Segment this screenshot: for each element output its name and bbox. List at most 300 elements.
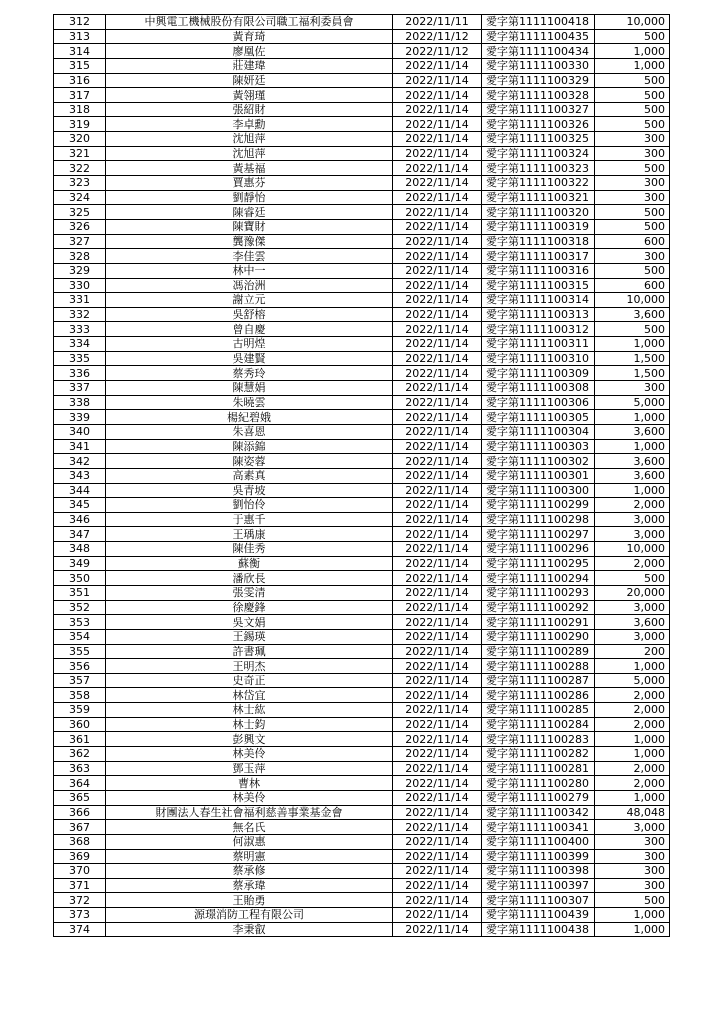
donation-amount: 2,000 [595,556,670,571]
row-number: 321 [54,146,106,161]
donation-amount: 1,000 [595,410,670,425]
donation-amount: 1,500 [595,351,670,366]
table-row [54,542,670,557]
row-number: 365 [54,790,106,805]
donation-amount: 300 [595,176,670,191]
table-row [54,146,670,161]
row-number: 332 [54,307,106,322]
donation-date: 2022/11/14 [393,132,482,147]
donor-name: 林美伶 [106,747,393,762]
receipt-number: 愛字第1111100305 [482,410,595,425]
donor-name: 李佳雲 [106,249,393,264]
donation-date: 2022/11/14 [393,395,482,410]
donor-name: 王瑀康 [106,527,393,542]
donor-name: 馮治洲 [106,278,393,293]
table-row [54,864,670,879]
receipt-number: 愛字第1111100418 [482,15,595,30]
table-row [54,322,670,337]
row-number: 350 [54,571,106,586]
donation-date: 2022/11/14 [393,278,482,293]
row-number: 322 [54,161,106,176]
receipt-number: 愛字第1111100341 [482,820,595,835]
donation-amount: 1,000 [595,439,670,454]
table-row [54,337,670,352]
table-row [54,512,670,527]
receipt-number: 愛字第1111100296 [482,542,595,557]
row-number: 330 [54,278,106,293]
receipt-number: 愛字第1111100435 [482,29,595,44]
row-number: 355 [54,644,106,659]
donation-date: 2022/11/14 [393,512,482,527]
donation-amount: 5,000 [595,395,670,410]
donor-name: 朱曉雲 [106,395,393,410]
table-row [54,878,670,893]
receipt-number: 愛字第1111100297 [482,527,595,542]
row-number: 349 [54,556,106,571]
receipt-number: 愛字第1111100304 [482,424,595,439]
receipt-number: 愛字第1111100282 [482,747,595,762]
donation-date: 2022/11/14 [393,161,482,176]
table-row [54,761,670,776]
table-row [54,424,670,439]
row-number: 368 [54,834,106,849]
donation-date: 2022/11/14 [393,293,482,308]
receipt-number: 愛字第1111100400 [482,834,595,849]
donor-name: 劉靜怡 [106,190,393,205]
donation-amount: 1,000 [595,790,670,805]
donation-date: 2022/11/14 [393,585,482,600]
receipt-number: 愛字第1111100302 [482,454,595,469]
donor-name: 彭興文 [106,732,393,747]
donation-amount: 48,048 [595,805,670,820]
row-number: 340 [54,424,106,439]
donation-amount: 20,000 [595,585,670,600]
table-row [54,263,670,278]
donation-date: 2022/11/14 [393,454,482,469]
donation-amount: 3,600 [595,615,670,630]
row-number: 359 [54,703,106,718]
table-row [54,571,670,586]
donor-name: 李秉叡 [106,922,393,937]
row-number: 345 [54,498,106,513]
receipt-number: 愛字第1111100284 [482,717,595,732]
donation-amount: 1,000 [595,659,670,674]
donor-name: 楊紀碧娥 [106,410,393,425]
donor-name: 蔡明憲 [106,849,393,864]
table-row [54,600,670,615]
donation-date: 2022/11/12 [393,44,482,59]
donor-name: 王貽勇 [106,893,393,908]
donation-amount: 600 [595,234,670,249]
donation-amount: 3,600 [595,424,670,439]
table-row [54,15,670,30]
donation-amount: 1,000 [595,44,670,59]
donation-date: 2022/11/14 [393,703,482,718]
receipt-number: 愛字第1111100280 [482,776,595,791]
table-row [54,205,670,220]
donation-date: 2022/11/14 [393,732,482,747]
donor-name: 陳妍廷 [106,73,393,88]
donor-name: 吳青坡 [106,483,393,498]
receipt-number: 愛字第1111100281 [482,761,595,776]
donation-amount: 5,000 [595,673,670,688]
donation-date: 2022/11/14 [393,820,482,835]
donation-date: 2022/11/12 [393,29,482,44]
donor-name: 陳睿廷 [106,205,393,220]
row-number: 366 [54,805,106,820]
donation-date: 2022/11/14 [393,307,482,322]
receipt-number: 愛字第1111100397 [482,878,595,893]
donation-amount: 500 [595,102,670,117]
row-number: 344 [54,483,106,498]
donor-name: 張紹財 [106,102,393,117]
donation-amount: 10,000 [595,15,670,30]
table-row [54,556,670,571]
donor-name: 莊建瑋 [106,58,393,73]
table-row [54,527,670,542]
donor-name: 廖凰佐 [106,44,393,59]
receipt-number: 愛字第1111100311 [482,337,595,352]
row-number: 373 [54,908,106,923]
donation-amount: 2,000 [595,498,670,513]
table-row [54,673,670,688]
row-number: 320 [54,132,106,147]
donor-name: 陳寶財 [106,219,393,234]
table-row [54,161,670,176]
donor-name: 陳佳秀 [106,542,393,557]
table-row [54,922,670,937]
row-number: 333 [54,322,106,337]
table-row [54,908,670,923]
donation-amount: 2,000 [595,717,670,732]
row-number: 352 [54,600,106,615]
row-number: 331 [54,293,106,308]
donor-name: 賈惠芬 [106,176,393,191]
donation-amount: 200 [595,644,670,659]
receipt-number: 愛字第1111100314 [482,293,595,308]
table-row [54,747,670,762]
donation-date: 2022/11/14 [393,747,482,762]
donation-date: 2022/11/14 [393,88,482,103]
table-row [54,644,670,659]
donation-date: 2022/11/14 [393,468,482,483]
table-row [54,234,670,249]
row-number: 319 [54,117,106,132]
row-number: 354 [54,629,106,644]
row-number: 314 [54,44,106,59]
donation-amount: 300 [595,878,670,893]
donation-amount: 2,000 [595,688,670,703]
table-row [54,307,670,322]
donation-amount: 500 [595,29,670,44]
row-number: 334 [54,337,106,352]
receipt-number: 愛字第1111100285 [482,703,595,718]
row-number: 371 [54,878,106,893]
row-number: 346 [54,512,106,527]
receipt-number: 愛字第1111100322 [482,176,595,191]
donation-date: 2022/11/14 [393,673,482,688]
donation-amount: 3,600 [595,307,670,322]
receipt-number: 愛字第1111100283 [482,732,595,747]
donor-name: 林中一 [106,263,393,278]
donor-name: 陳添錦 [106,439,393,454]
donation-date: 2022/11/14 [393,893,482,908]
receipt-number: 愛字第1111100301 [482,468,595,483]
table-row [54,278,670,293]
donation-amount: 300 [595,132,670,147]
donation-amount: 500 [595,263,670,278]
donation-date: 2022/11/14 [393,176,482,191]
receipt-number: 愛字第1111100342 [482,805,595,820]
donation-date: 2022/11/14 [393,439,482,454]
donation-amount: 300 [595,249,670,264]
donation-date: 2022/11/14 [393,659,482,674]
donation-amount: 500 [595,322,670,337]
row-number: 318 [54,102,106,117]
row-number: 328 [54,249,106,264]
donor-name: 何淑惠 [106,834,393,849]
donation-date: 2022/11/14 [393,717,482,732]
donation-amount: 500 [595,205,670,220]
receipt-number: 愛字第1111100279 [482,790,595,805]
donation-amount: 3,000 [595,820,670,835]
table-row [54,498,670,513]
donor-name: 陳姿蓉 [106,454,393,469]
donation-date: 2022/11/14 [393,410,482,425]
donor-name: 蔡承修 [106,864,393,879]
row-number: 356 [54,659,106,674]
donation-date: 2022/11/14 [393,58,482,73]
donation-date: 2022/11/14 [393,483,482,498]
donor-name: 王錫瑛 [106,629,393,644]
row-number: 335 [54,351,106,366]
donor-name: 高素真 [106,468,393,483]
donation-amount: 600 [595,278,670,293]
ledger-body [54,15,670,937]
donation-date: 2022/11/14 [393,688,482,703]
receipt-number: 愛字第1111100288 [482,659,595,674]
donor-name: 林士鈞 [106,717,393,732]
table-row [54,717,670,732]
table-row [54,439,670,454]
receipt-number: 愛字第1111100398 [482,864,595,879]
donation-amount: 300 [595,834,670,849]
donor-name: 史奇正 [106,673,393,688]
table-row [54,688,670,703]
receipt-number: 愛字第1111100325 [482,132,595,147]
donation-date: 2022/11/14 [393,263,482,278]
table-row [54,88,670,103]
donation-date: 2022/11/14 [393,146,482,161]
receipt-number: 愛字第1111100318 [482,234,595,249]
receipt-number: 愛字第1111100439 [482,908,595,923]
donation-amount: 3,000 [595,527,670,542]
donation-amount: 1,000 [595,337,670,352]
donor-name: 吳舒榕 [106,307,393,322]
donation-amount: 300 [595,849,670,864]
receipt-number: 愛字第1111100295 [482,556,595,571]
donation-date: 2022/11/14 [393,381,482,396]
donation-amount: 500 [595,161,670,176]
row-number: 363 [54,761,106,776]
table-row [54,293,670,308]
donation-amount: 300 [595,864,670,879]
donor-name: 陳慧娟 [106,381,393,396]
donation-date: 2022/11/14 [393,878,482,893]
donor-name: 中興電工機械股份有限公司職工福利委員會 [106,15,393,30]
receipt-number: 愛字第1111100321 [482,190,595,205]
donation-amount: 500 [595,88,670,103]
donation-date: 2022/11/14 [393,234,482,249]
donor-name: 劉怡伶 [106,498,393,513]
donation-amount: 3,000 [595,512,670,527]
receipt-number: 愛字第1111100291 [482,615,595,630]
donation-amount: 1,000 [595,732,670,747]
row-number: 360 [54,717,106,732]
donation-amount: 3,600 [595,468,670,483]
row-number: 324 [54,190,106,205]
table-row [54,102,670,117]
table-row [54,381,670,396]
donor-name: 王明杰 [106,659,393,674]
table-row [54,454,670,469]
donation-amount: 1,500 [595,366,670,381]
row-number: 326 [54,219,106,234]
donation-date: 2022/11/14 [393,249,482,264]
donation-amount: 3,600 [595,454,670,469]
donation-amount: 1,000 [595,922,670,937]
donation-amount: 1,000 [595,58,670,73]
table-row [54,190,670,205]
donor-name: 沈旭萍 [106,146,393,161]
row-number: 312 [54,15,106,30]
donation-amount: 300 [595,190,670,205]
receipt-number: 愛字第1111100292 [482,600,595,615]
row-number: 357 [54,673,106,688]
donor-name: 潘欣長 [106,571,393,586]
table-row [54,849,670,864]
donation-amount: 10,000 [595,293,670,308]
table-row [54,805,670,820]
receipt-number: 愛字第1111100298 [482,512,595,527]
receipt-number: 愛字第1111100329 [482,73,595,88]
donor-name: 曹林 [106,776,393,791]
receipt-number: 愛字第1111100293 [482,585,595,600]
row-number: 367 [54,820,106,835]
donation-amount: 500 [595,219,670,234]
donation-amount: 300 [595,381,670,396]
receipt-number: 愛字第1111100312 [482,322,595,337]
receipt-number: 愛字第1111100323 [482,161,595,176]
donation-date: 2022/11/14 [393,922,482,937]
row-number: 341 [54,439,106,454]
receipt-number: 愛字第1111100303 [482,439,595,454]
table-row [54,44,670,59]
table-row [54,834,670,849]
receipt-number: 愛字第1111100309 [482,366,595,381]
donor-name: 于惠千 [106,512,393,527]
donor-name: 李卓勳 [106,117,393,132]
table-row [54,219,670,234]
donation-date: 2022/11/14 [393,805,482,820]
row-number: 370 [54,864,106,879]
table-row [54,483,670,498]
receipt-number: 愛字第1111100286 [482,688,595,703]
donor-name: 吳文娟 [106,615,393,630]
table-row [54,176,670,191]
donation-amount: 1,000 [595,908,670,923]
row-number: 372 [54,893,106,908]
row-number: 364 [54,776,106,791]
donor-name: 源璟消防工程有限公司 [106,908,393,923]
donor-name: 黃翎瑾 [106,88,393,103]
donor-name: 蔡承瑋 [106,878,393,893]
donor-name: 無名氏 [106,820,393,835]
donor-name: 沈旭萍 [106,132,393,147]
donation-amount: 300 [595,146,670,161]
donation-date: 2022/11/14 [393,629,482,644]
donation-date: 2022/11/14 [393,73,482,88]
row-number: 351 [54,585,106,600]
donation-date: 2022/11/14 [393,849,482,864]
row-number: 353 [54,615,106,630]
donation-date: 2022/11/14 [393,864,482,879]
receipt-number: 愛字第1111100319 [482,219,595,234]
donation-date: 2022/11/14 [393,908,482,923]
donor-name: 林士紘 [106,703,393,718]
donation-date: 2022/11/14 [393,117,482,132]
row-number: 347 [54,527,106,542]
donation-date: 2022/11/14 [393,498,482,513]
receipt-number: 愛字第1111100438 [482,922,595,937]
row-number: 342 [54,454,106,469]
row-number: 327 [54,234,106,249]
donation-amount: 500 [595,73,670,88]
donation-date: 2022/11/14 [393,644,482,659]
row-number: 315 [54,58,106,73]
row-number: 338 [54,395,106,410]
receipt-number: 愛字第1111100313 [482,307,595,322]
receipt-number: 愛字第1111100326 [482,117,595,132]
row-number: 374 [54,922,106,937]
donor-name: 鄧玉萍 [106,761,393,776]
donation-date: 2022/11/14 [393,600,482,615]
table-row [54,410,670,425]
donation-amount: 500 [595,893,670,908]
row-number: 325 [54,205,106,220]
donation-date: 2022/11/14 [393,102,482,117]
donation-date: 2022/11/14 [393,571,482,586]
table-row [54,790,670,805]
table-row [54,629,670,644]
row-number: 316 [54,73,106,88]
donation-amount: 3,000 [595,600,670,615]
donation-amount: 1,000 [595,483,670,498]
row-number: 343 [54,468,106,483]
donor-name: 黃育琦 [106,29,393,44]
receipt-number: 愛字第1111100299 [482,498,595,513]
donation-amount: 500 [595,117,670,132]
row-number: 348 [54,542,106,557]
table-row [54,366,670,381]
receipt-number: 愛字第1111100328 [482,88,595,103]
row-number: 362 [54,747,106,762]
table-row [54,249,670,264]
table-row [54,615,670,630]
donation-date: 2022/11/14 [393,790,482,805]
receipt-number: 愛字第1111100289 [482,644,595,659]
donation-amount: 2,000 [595,703,670,718]
